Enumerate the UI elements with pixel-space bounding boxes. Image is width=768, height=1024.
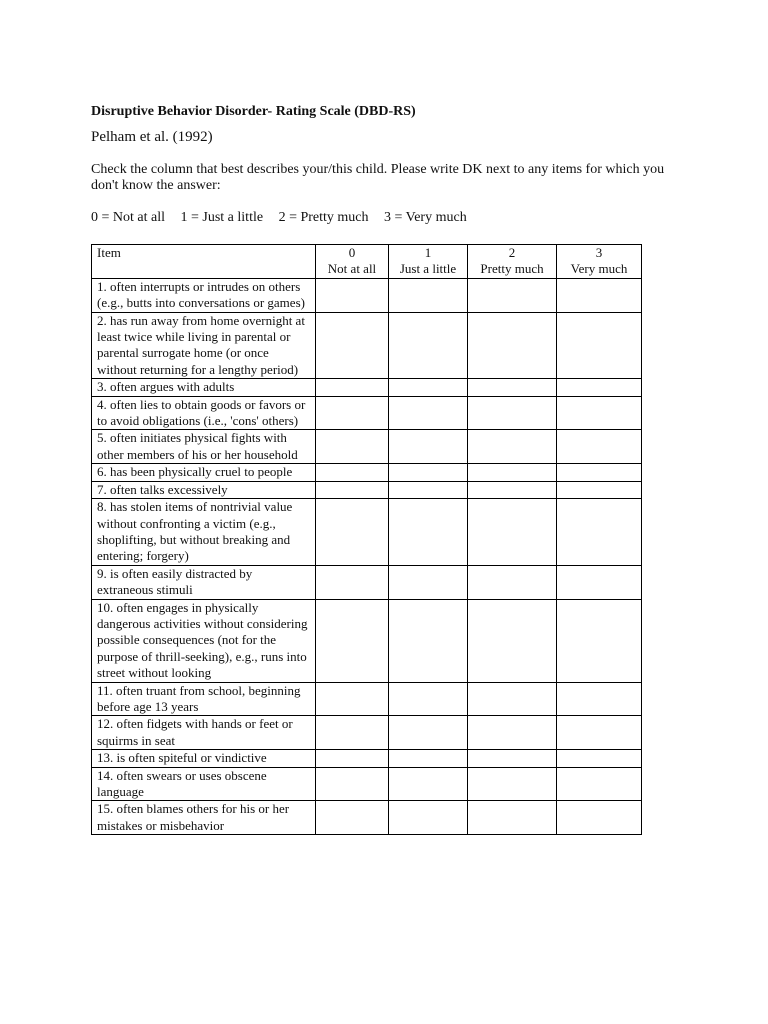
rating-cell-0[interactable]	[316, 481, 389, 498]
rating-cell-3[interactable]	[557, 599, 642, 682]
rating-cell-1[interactable]	[389, 312, 468, 379]
rating-cell-1[interactable]	[389, 599, 468, 682]
rating-cell-2[interactable]	[468, 312, 557, 379]
rating-cell-1[interactable]	[389, 430, 468, 464]
item-text: 13. is often spiteful or vindictive	[92, 750, 316, 767]
rating-cell-1[interactable]	[389, 565, 468, 599]
instructions: Check the column that best describes your/this child. Please write DK next to any items for which you don't know the answer:	[91, 162, 665, 193]
rating-cell-3[interactable]	[557, 312, 642, 379]
rating-cell-1[interactable]	[389, 499, 468, 566]
column-header-label: Just a little	[399, 261, 457, 277]
rating-cell-0[interactable]	[316, 430, 389, 464]
table-row	[92, 682, 642, 716]
scale-legend-0: 0 = Not at all	[91, 210, 165, 225]
table-body	[92, 278, 642, 834]
document-title: Disruptive Behavior Disorder- Rating Scale (DBD-RS)	[91, 104, 416, 119]
rating-cell-2[interactable]	[468, 767, 557, 801]
rating-cell-1[interactable]	[389, 716, 468, 750]
table-row	[92, 499, 642, 566]
rating-cell-1[interactable]	[389, 481, 468, 498]
column-header-label: Very much	[570, 261, 628, 277]
column-header-num: 0	[348, 245, 356, 260]
scale-legend	[91, 210, 479, 226]
rating-cell-3[interactable]	[557, 499, 642, 566]
item-text: 12. often fidgets with hands or feet or squirms in seat	[92, 716, 316, 750]
item-text: 6. has been physically cruel to people	[92, 464, 316, 481]
rating-cell-3[interactable]	[557, 682, 642, 716]
item-text: 3. often argues with adults	[92, 379, 316, 396]
rating-cell-2[interactable]	[468, 499, 557, 566]
rating-cell-3[interactable]	[557, 430, 642, 464]
rating-cell-3[interactable]	[557, 801, 642, 835]
item-column-header: Item	[92, 245, 316, 279]
rating-cell-1[interactable]	[389, 278, 468, 312]
column-header-2	[468, 245, 557, 279]
item-text: 14. often swears or uses obscene language	[92, 767, 316, 801]
rating-cell-3[interactable]	[557, 379, 642, 396]
rating-cell-2[interactable]	[468, 599, 557, 682]
item-text: 2. has run away from home overnight at least twice while living in parental or parental surrogate home (or once without returning for a lengthy period)	[92, 312, 316, 379]
table-row	[92, 599, 642, 682]
rating-cell-2[interactable]	[468, 801, 557, 835]
column-header-1	[389, 245, 468, 279]
rating-cell-2[interactable]	[468, 750, 557, 767]
column-header-3	[557, 245, 642, 279]
column-header-0	[316, 245, 389, 279]
rating-cell-3[interactable]	[557, 750, 642, 767]
rating-cell-1[interactable]	[389, 396, 468, 430]
table-row	[92, 750, 642, 767]
rating-cell-3[interactable]	[557, 278, 642, 312]
rating-cell-1[interactable]	[389, 767, 468, 801]
rating-table	[91, 244, 642, 835]
table-header-row	[92, 245, 642, 279]
rating-cell-2[interactable]	[468, 430, 557, 464]
rating-cell-3[interactable]	[557, 396, 642, 430]
column-header-label: Not at all	[327, 261, 377, 277]
column-header-label: Pretty much	[480, 261, 544, 277]
item-text: 9. is often easily distracted by extraneous stimuli	[92, 565, 316, 599]
rating-cell-0[interactable]	[316, 767, 389, 801]
rating-cell-2[interactable]	[468, 565, 557, 599]
item-text: 5. often initiates physical fights with other members of his or her household	[92, 430, 316, 464]
citation: Pelham et al. (1992)	[91, 129, 213, 145]
item-text: 10. often engages in physically dangerous activities without considering possible consequences (not for the purpose of thrill-seeking), e.g., runs into street without looking	[92, 599, 316, 682]
item-text: 4. often lies to obtain goods or favors or to avoid obligations (i.e., 'cons' others)	[92, 396, 316, 430]
scale-legend-3: 3 = Very much	[384, 210, 467, 225]
rating-cell-0[interactable]	[316, 278, 389, 312]
rating-cell-0[interactable]	[316, 599, 389, 682]
rating-cell-2[interactable]	[468, 682, 557, 716]
rating-cell-1[interactable]	[389, 464, 468, 481]
rating-cell-0[interactable]	[316, 464, 389, 481]
rating-cell-2[interactable]	[468, 464, 557, 481]
table-row	[92, 716, 642, 750]
table-row	[92, 565, 642, 599]
column-header-num: 3	[595, 245, 603, 260]
rating-cell-0[interactable]	[316, 379, 389, 396]
rating-cell-0[interactable]	[316, 499, 389, 566]
rating-cell-1[interactable]	[389, 379, 468, 396]
rating-cell-3[interactable]	[557, 481, 642, 498]
rating-cell-0[interactable]	[316, 716, 389, 750]
rating-cell-2[interactable]	[468, 481, 557, 498]
rating-cell-1[interactable]	[389, 750, 468, 767]
table-row	[92, 379, 642, 396]
rating-cell-0[interactable]	[316, 750, 389, 767]
rating-cell-2[interactable]	[468, 379, 557, 396]
item-text: 7. often talks excessively	[92, 481, 316, 498]
table-row	[92, 312, 642, 379]
scale-legend-2: 2 = Pretty much	[278, 210, 369, 225]
rating-cell-2[interactable]	[468, 716, 557, 750]
rating-cell-0[interactable]	[316, 565, 389, 599]
item-text: 11. often truant from school, beginning before age 13 years	[92, 682, 316, 716]
rating-cell-2[interactable]	[468, 396, 557, 430]
rating-cell-3[interactable]	[557, 565, 642, 599]
rating-cell-0[interactable]	[316, 312, 389, 379]
rating-cell-3[interactable]	[557, 716, 642, 750]
table-row	[92, 481, 642, 498]
table-row	[92, 801, 642, 835]
column-header-num: 2	[508, 245, 516, 260]
table-row	[92, 396, 642, 430]
table-row	[92, 278, 642, 312]
rating-cell-1[interactable]	[389, 682, 468, 716]
rating-cell-0[interactable]	[316, 801, 389, 835]
item-text: 8. has stolen items of nontrivial value without confronting a victim (e.g., shoplifting, but without breaking and entering; forgery)	[92, 499, 316, 566]
rating-cell-0[interactable]	[316, 682, 389, 716]
item-text: 15. often blames others for his or her mistakes or misbehavior	[92, 801, 316, 835]
rating-cell-2[interactable]	[468, 278, 557, 312]
rating-cell-0[interactable]	[316, 396, 389, 430]
table-row	[92, 464, 642, 481]
table-row	[92, 430, 642, 464]
rating-cell-1[interactable]	[389, 801, 468, 835]
scale-legend-1: 1 = Just a little	[180, 210, 264, 225]
column-header-num: 1	[424, 245, 432, 260]
table-row	[92, 767, 642, 801]
rating-cell-3[interactable]	[557, 464, 642, 481]
item-text: 1. often interrupts or intrudes on others (e.g., butts into conversations or games)	[92, 278, 316, 312]
rating-cell-3[interactable]	[557, 767, 642, 801]
